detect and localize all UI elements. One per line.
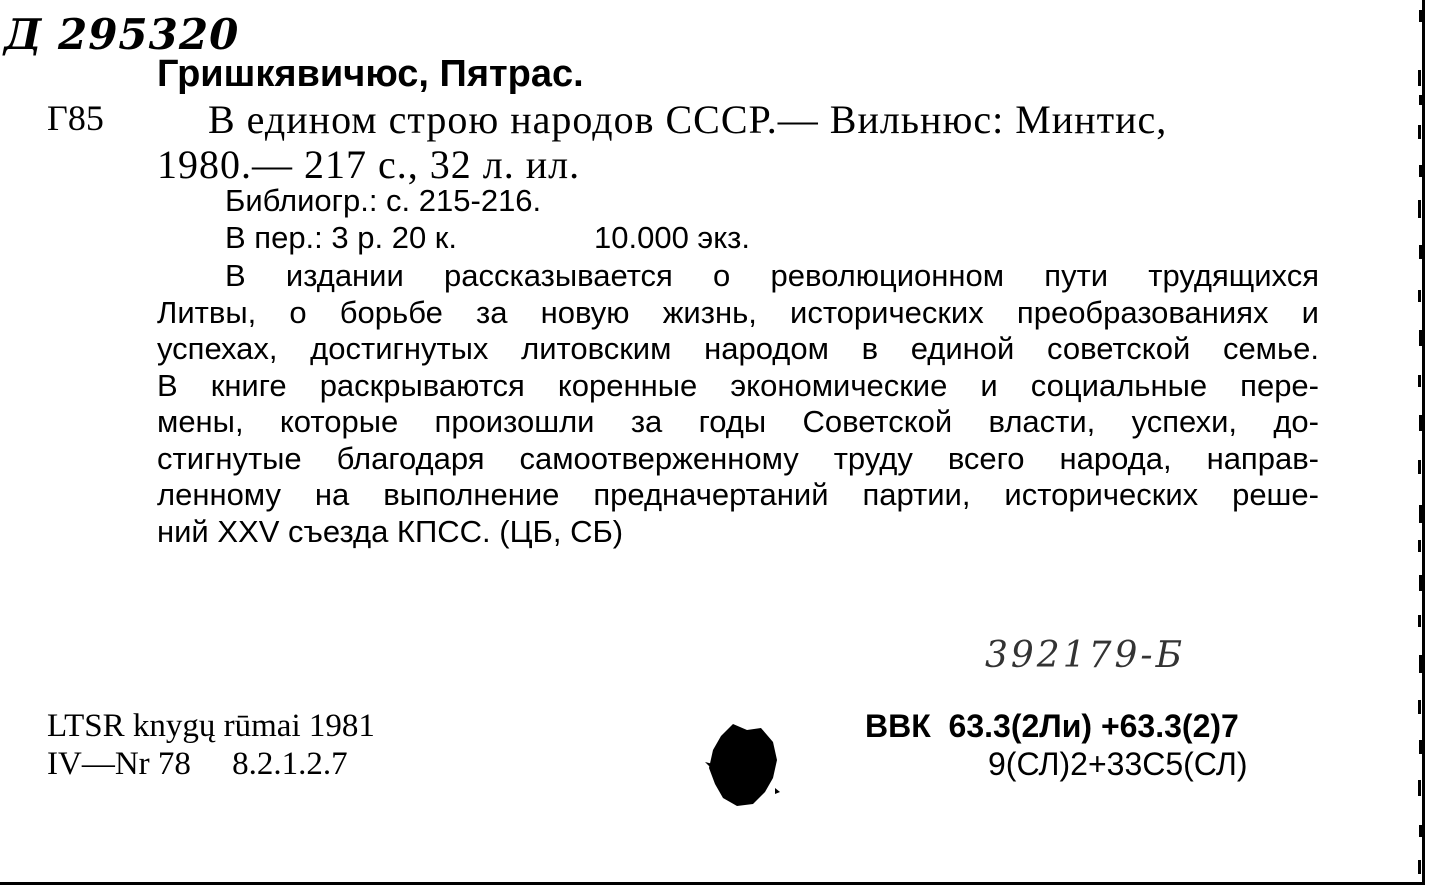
print-run: 10.000 экз. [594, 220, 750, 255]
abstract-line: В книге раскрываются коренные экономические и социальные пере- [157, 367, 1319, 403]
price-note: В пер.: 3 р. 20 к. [225, 220, 457, 255]
shelf-mark: Г85 [47, 98, 104, 138]
abstract-line: успехах, достигнутых литовским народом в единой советской семье. [157, 331, 1319, 366]
abstract [157, 258, 1319, 550]
abstract-line: ний XXV съезда КПСС. (ЦБ, СБ) [157, 513, 624, 549]
bbk-classification-2: 9(СЛ)2+33С5(СЛ) [988, 746, 1248, 782]
abstract-line: Литвы, о борьбе за новую жизнь, исторических преобразованиях и [157, 294, 1319, 330]
author-heading: Гришкявичюс, Пятрас. [157, 53, 584, 95]
abstract-line: мены, которые произошли за годы Советской власти, успехи, до- [157, 404, 1319, 439]
bbk-classification-1: ВВК 63.3(2Ли) +63.3(2)7 [865, 708, 1239, 744]
abstract-line: ленному на выполнение предначертаний партии, исторических реше- [157, 477, 1319, 512]
title-line-2: 1980.— 217 с., 32 л. ил. [157, 142, 581, 187]
title-line-1: В едином строю народов СССР.— Вильнюс: Минтис, [208, 97, 1168, 142]
ink-blot [703, 722, 780, 808]
publisher-line-1: LTSR knygų rūmai 1981 [47, 708, 375, 744]
handwritten-accession-number: Д 295320 [4, 10, 240, 59]
publisher-line-2: IV—Nr 78 8.2.1.2.7 [47, 746, 348, 782]
bibliography-note: Библиогр.: с. 215-216. [225, 183, 542, 218]
card-edge-marks [1413, 0, 1423, 885]
handwritten-inventory-mark: 392179-Б [985, 635, 1186, 676]
abstract-line: стигнутые благодаря самоотверженному труду всего народа, направ- [157, 440, 1319, 476]
abstract-line: В издании рассказывается о революционном пути трудящихся [225, 258, 1319, 293]
